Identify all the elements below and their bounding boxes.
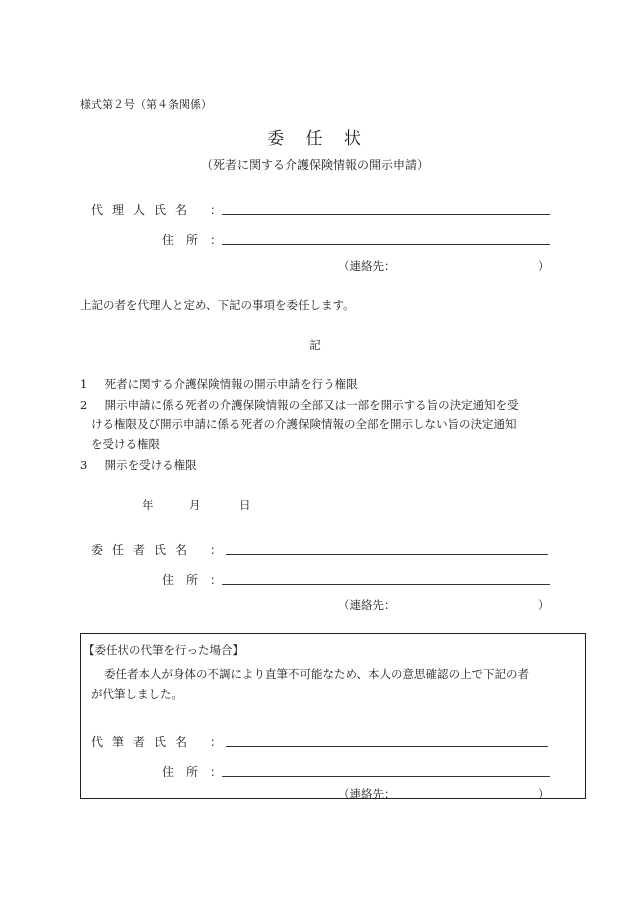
agent-address-label: 住所 [162, 233, 211, 247]
principal-name-field[interactable] [226, 554, 548, 555]
document-subtitle: （死者に関する介護保険情報の開示申請） [200, 158, 429, 172]
principal-address-label: 住所 [162, 573, 211, 587]
date-month-label: 月 [189, 498, 201, 512]
item-text-continued: を受ける権限 [91, 437, 160, 451]
form-number: 様式第２号（第４条関係） [80, 98, 212, 111]
item-number: 3 [80, 458, 88, 472]
proxy-contact-close: ） [538, 787, 550, 801]
agent-address-field[interactable] [222, 244, 550, 245]
list-item [80, 457, 197, 473]
proxy-box-text-line2: が代筆しました。 [91, 687, 183, 701]
list-item [80, 397, 519, 413]
agent-contact-close: ） [538, 259, 550, 273]
principal-contact-field[interactable] [402, 595, 532, 611]
proxy-box-heading: 【委任状の代筆を行った場合】 [83, 643, 244, 657]
proxy-address-label: 住所 [162, 765, 211, 779]
principal-name-colon: ： [210, 543, 223, 557]
item-number: 1 [80, 377, 88, 391]
item-text: 開示申請に係る死者の介護保険情報の全部又は一部を開示する旨の決定通知を受 [104, 398, 519, 412]
intro-text: 上記の者を代理人と定め、下記の事項を委任します。 [80, 298, 355, 312]
principal-contact-label: （連絡先： [338, 598, 396, 612]
list-item [80, 376, 358, 392]
principal-contact-close: ） [538, 598, 550, 612]
item-text: 開示を受ける権限 [104, 458, 197, 472]
proxy-name-field[interactable] [226, 746, 548, 747]
item-number: 2 [80, 398, 88, 412]
proxy-contact-label: （連絡先： [338, 787, 396, 801]
agent-name-label: 代理人氏名 [91, 203, 197, 217]
principal-name-label: 委任者氏名 [91, 543, 197, 557]
proxy-name-label: 代筆者氏名 [91, 735, 197, 749]
document-title: 委 任 状 [267, 129, 363, 149]
date-day-label: 日 [239, 498, 251, 512]
proxy-address-colon: ： [210, 765, 223, 779]
proxy-name-colon: ： [210, 735, 223, 749]
agent-name-field[interactable] [222, 214, 550, 215]
ki-heading: 記 [309, 338, 321, 352]
proxy-box-text-line1: 委任者本人が身体の不調により直筆不可能なため、本人の意思確認の上で下記の者 [104, 667, 530, 681]
principal-address-colon: ： [210, 573, 223, 587]
agent-name-colon: ： [210, 203, 223, 217]
principal-address-field[interactable] [222, 584, 550, 585]
agent-contact-label: （連絡先： [338, 259, 396, 273]
date-year-label: 年 [142, 498, 154, 512]
item-text-continued: ける権限及び開示申請に係る死者の介護保険情報の全部を開示しない旨の決定通知 [91, 417, 517, 431]
item-text: 死者に関する介護保険情報の開示申請を行う権限 [104, 377, 358, 391]
proxy-address-field[interactable] [222, 776, 550, 777]
proxy-contact-field[interactable] [402, 784, 532, 798]
agent-contact-field[interactable] [402, 256, 532, 272]
agent-address-colon: ： [210, 233, 223, 247]
